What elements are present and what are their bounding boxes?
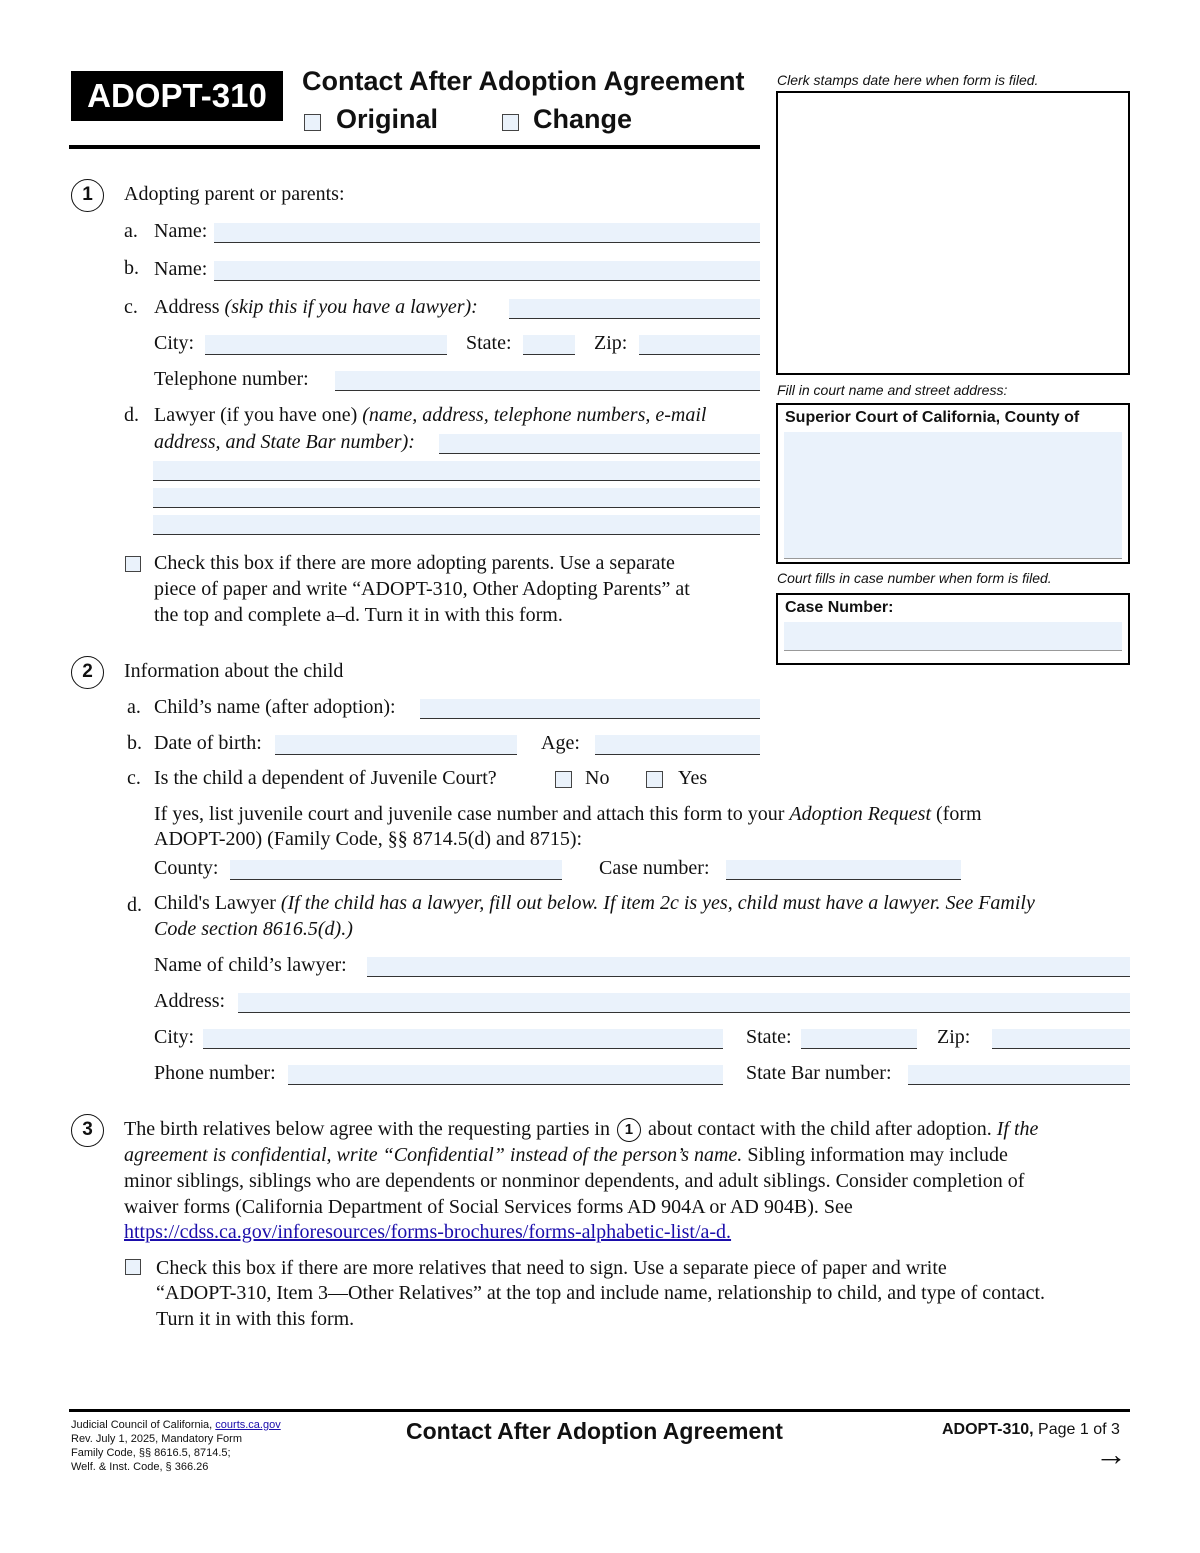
child-lawyer-note-1: (If the child has a lawyer, fill out below. If item 2c is yes, child must have a lawyer. See Family: [280, 892, 1035, 914]
juvenile-case-label: Case number:: [599, 857, 710, 879]
address-label: Address: [154, 296, 220, 318]
item-1c-label: [154, 296, 478, 319]
footer-rule: [69, 1409, 1130, 1412]
cdss-forms-link[interactable]: https://cdss.ca.gov/inforesources/forms-brochures/forms-alphabetic-list/a-d.: [124, 1221, 732, 1243]
parent-city-label: City:: [154, 332, 195, 354]
courts-link[interactable]: courts.ca.gov: [215, 1419, 281, 1431]
age-field[interactable]: [595, 735, 760, 755]
dependent-question: Is the child a dependent of Juvenile Court?: [154, 767, 497, 789]
child-lawyer-label: Child's Lawyer (If the child has a lawyer, fill out below. If item 2c is yes, child must have a lawyer. See Family: [154, 892, 1035, 914]
more-relatives-text-1: Check this box if there are more relatives that need to sign. Use a separate piece of paper and write: [156, 1257, 947, 1279]
form-title: Contact After Adoption Agreement: [302, 66, 745, 96]
child-lawyer-phone-field[interactable]: [288, 1065, 723, 1085]
child-name-field[interactable]: [420, 699, 760, 719]
case-number-note: Court fills in case number when form is filed.: [777, 570, 1052, 586]
child-lawyer-name-field[interactable]: [367, 957, 1130, 977]
item-3-text-4: waiver forms (California Department of Social Services forms AD 904A or AD 904B). See: [124, 1196, 853, 1218]
item-1-heading: Adopting parent or parents:: [124, 183, 345, 205]
parent-lawyer-field-1[interactable]: [439, 434, 760, 454]
item-1c-letter: c.: [124, 296, 138, 318]
child-lawyer-bar-field[interactable]: [908, 1065, 1130, 1085]
case-number-box: [776, 593, 1130, 665]
dependent-no-label: No: [585, 767, 610, 789]
parent-phone-field[interactable]: [335, 371, 760, 391]
more-parents-checkbox[interactable]: [125, 556, 141, 572]
child-lawyer-city-label: City:: [154, 1026, 195, 1048]
dependent-yes-label: Yes: [678, 767, 708, 789]
child-lawyer-state-field[interactable]: [801, 1029, 917, 1049]
child-lawyer-state-label: State:: [746, 1026, 792, 1048]
county-label: County:: [154, 857, 219, 879]
next-page-arrow-icon[interactable]: →: [1095, 1436, 1127, 1472]
more-relatives-text-3: Turn it in with this form.: [156, 1308, 355, 1330]
parent-zip-label: Zip:: [594, 332, 628, 354]
item-3-text-3: minor siblings, siblings who are dependents or nonminor dependents, and adult siblings. Consider completion of: [124, 1170, 1025, 1192]
change-label: Change: [533, 104, 633, 134]
child-lawyer-address-field[interactable]: [238, 993, 1130, 1013]
clerk-stamp-box: [776, 91, 1130, 375]
item-1b-label: Name:: [154, 258, 208, 280]
footer-source: Judicial Council of California, courts.ca.gov Rev. July 1, 2025, Mandatory Form Family Code, §§ 8616.5, 8714.5; Welf. & Inst. Code, § 366.26: [71, 1419, 281, 1473]
item-2c-letter: c.: [127, 767, 141, 789]
juvenile-instructions-2: ADOPT-200) (Family Code, §§ 8714.5(d) and 8715):: [154, 828, 583, 850]
juvenile-instructions-1: If yes, list juvenile court and juvenile case number and attach this form to your Adoption Request (form: [154, 803, 982, 825]
clerk-stamp-note: Clerk stamps date here when form is filed.: [777, 72, 1039, 88]
original-label: Original: [336, 104, 439, 134]
dob-label: Date of birth:: [154, 732, 262, 754]
item-2d-letter: d.: [127, 894, 142, 916]
parent-lawyer-field-4[interactable]: [153, 515, 760, 535]
item-1d-letter: d.: [124, 404, 139, 426]
child-lawyer-name-label: Name of child’s lawyer:: [154, 954, 347, 976]
more-parents-text-3: the top and complete a–d. Turn it in with this form.: [154, 604, 563, 626]
item-3-number: 3: [71, 1114, 104, 1147]
item-1-reference: 1: [617, 1118, 641, 1142]
footer-rev: Rev. July 1, 2025, Mandatory Form: [71, 1433, 242, 1445]
dependent-no-checkbox[interactable]: [555, 771, 572, 788]
footer-code-1: Family Code, §§ 8616.5, 8714.5;: [71, 1447, 231, 1459]
item-1a-letter: a.: [124, 220, 138, 242]
court-address-note: Fill in court name and street address:: [777, 382, 1008, 398]
item-1b-letter: b.: [124, 257, 139, 279]
child-lawyer-zip-field[interactable]: [992, 1029, 1130, 1049]
child-lawyer-phone-label: Phone number:: [154, 1062, 276, 1084]
header-rule: [69, 145, 760, 149]
court-name-input[interactable]: [784, 432, 1122, 559]
case-number-label: Case Number:: [785, 599, 894, 616]
parent-address-field[interactable]: [509, 299, 760, 319]
more-relatives-text-2: “ADOPT-310, Item 3—Other Relatives” at the top and include name, relationship to child, and type of contact.: [156, 1282, 1046, 1304]
item-2-number: 2: [71, 656, 104, 689]
more-parents-text-2: piece of paper and write “ADOPT-310, Other Adopting Parents” at: [154, 578, 690, 600]
more-parents-text-1: Check this box if there are more adopting parents. Use a separate: [154, 552, 675, 574]
child-lawyer-bar-label: State Bar number:: [746, 1062, 892, 1084]
item-2a-letter: a.: [127, 696, 141, 718]
change-checkbox[interactable]: [502, 114, 519, 131]
child-lawyer-city-field[interactable]: [203, 1029, 723, 1049]
parent-zip-field[interactable]: [639, 335, 760, 355]
cdss-forms-link-line: [124, 1221, 731, 1244]
item-1-number: 1: [71, 179, 104, 212]
case-number-input[interactable]: [784, 622, 1122, 651]
dependent-yes-checkbox[interactable]: [646, 771, 663, 788]
child-lawyer-note-2: Code section 8616.5(d).): [154, 918, 353, 940]
parent-state-field[interactable]: [523, 335, 575, 355]
item-1a-label: Name:: [154, 220, 208, 242]
child-name-label: Child’s name (after adoption):: [154, 696, 396, 718]
lawyer-label: Lawyer (if you have one): [154, 404, 358, 426]
parent-city-field[interactable]: [205, 335, 447, 355]
child-lawyer-zip-label: Zip:: [937, 1026, 971, 1048]
more-relatives-checkbox[interactable]: [125, 1259, 141, 1275]
footer-page-number: Page 1 of 3: [1038, 1421, 1120, 1438]
footer-page: [942, 1421, 1120, 1439]
item-2b-letter: b.: [127, 732, 142, 754]
original-checkbox[interactable]: [304, 114, 321, 131]
form-id-badge: ADOPT-310: [71, 71, 283, 121]
court-name-box: [776, 403, 1130, 564]
footer-title: Contact After Adoption Agreement: [406, 1418, 783, 1444]
item-1d-label: [154, 404, 706, 427]
parent-a-name-field[interactable]: [214, 223, 760, 243]
parent-state-label: State:: [466, 332, 512, 354]
court-name-label: Superior Court of California, County of: [785, 409, 1080, 426]
item-3-text-1: The birth relatives below agree with the requesting parties in 1 about contact with the child after adoption. If the: [124, 1118, 1038, 1142]
parent-lawyer-field-2[interactable]: [153, 461, 760, 481]
lawyer-note-1: (name, address, telephone numbers, e-mail: [362, 404, 707, 426]
dob-field[interactable]: [275, 735, 517, 755]
address-note: (skip this if you have a lawyer):: [224, 296, 478, 318]
child-lawyer-address-label: Address:: [154, 990, 226, 1012]
parent-phone-label: Telephone number:: [154, 368, 309, 390]
parent-lawyer-field-3[interactable]: [153, 488, 760, 508]
parent-b-name-field[interactable]: [214, 261, 760, 281]
county-field[interactable]: [230, 860, 562, 880]
item-3-text-2: agreement is confidential, write “Confidential” instead of the person’s name. Sibling information may include: [124, 1144, 1008, 1166]
item-2-heading: Information about the child: [124, 660, 344, 682]
age-label: Age:: [541, 732, 580, 754]
item-1d-note-2: address, and State Bar number):: [154, 431, 415, 453]
footer-code-2: Welf. & Inst. Code, § 366.26: [71, 1461, 209, 1473]
footer-form-id: ADOPT-310,: [942, 1421, 1034, 1438]
juvenile-case-field[interactable]: [726, 860, 961, 880]
